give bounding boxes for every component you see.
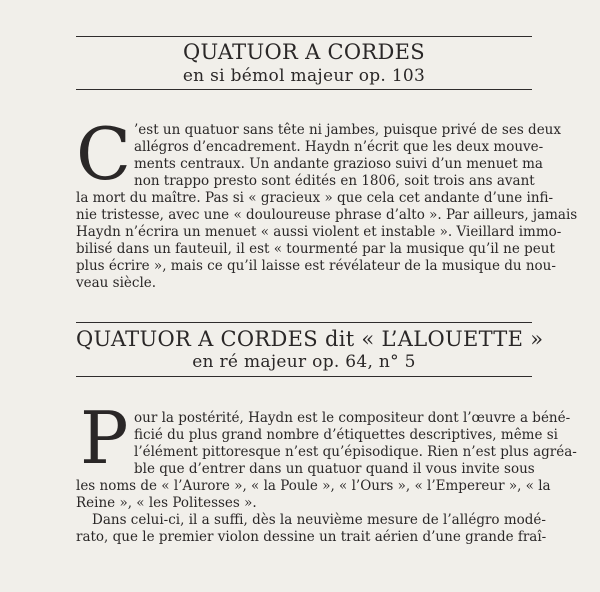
section1-title: QUATUOR A CORDES — [183, 40, 425, 64]
section2-line-4: ble que d’entrer dans un quatuor quand il vous invite sous — [134, 461, 535, 477]
section2-dropcap: P — [80, 396, 129, 480]
section2-line-7: Dans celui-ci, il a suffi, dès la neuvième mesure de l’allégro modé- — [92, 512, 546, 528]
section1-line-2: allégros d’encadrement. Haydn n’écrit que les deux mouve- — [134, 139, 544, 155]
section2-line-6: Reine », « les Politesses ». — [76, 495, 257, 511]
section1-line-9: plus écrire », mais ce qu’il laisse est révélateur de la musique du nou- — [76, 258, 556, 274]
section1-line-7: Haydn n’écrira un menuet « aussi violent et instable ». Vieillard immo- — [76, 224, 562, 240]
section1-line-3: ments centraux. Un andante grazioso suivi d’un menuet ma — [134, 156, 543, 172]
section2-top-rule — [76, 322, 532, 323]
section2-line-3: l’élément pittoresque n’est qu’épisodique. Rien n’est plus agréa- — [134, 444, 577, 460]
section1-dropcap: C — [76, 112, 132, 196]
section2-subtitle: en ré majeur op. 64, n° 5 — [192, 352, 416, 372]
section1-line-6: nie tristesse, avec une « douloureuse phrase d’alto ». Par ailleurs, jamais — [76, 207, 578, 223]
section2-bottom-rule — [76, 376, 532, 377]
section1-line-1: ’est un quatuor sans tête ni jambes, puisque privé de ses deux — [134, 122, 561, 138]
section1-line-8: bilisé dans un fauteuil, il est « tourmenté par la musique qu’il ne peut — [76, 241, 555, 257]
section1-subtitle: en si bémol majeur op. 103 — [182, 66, 426, 86]
section2-line-5: les noms de « l’Aurore », « la Poule », « l’Ours », « l’Empereur », « la — [76, 478, 551, 494]
section2-line-2: ficié du plus grand nombre d’étiquettes descriptives, même si — [134, 427, 559, 443]
section1-line-5: la mort du maître. Pas si « gracieux » que cela cet andante d’une infi- — [76, 190, 554, 206]
section1-bottom-rule — [76, 89, 532, 90]
section1-line-10: veau siècle. — [76, 275, 157, 291]
section1-top-rule — [76, 36, 532, 37]
section2-line-8: rato, que le premier violon dessine un trait aérien d’une grande fraî- — [76, 529, 547, 545]
section2-line-1: our la postérité, Haydn est le compositeur dont l’œuvre a béné- — [134, 410, 571, 426]
section1-line-4: non trappo presto sont édités en 1806, soit trois ans avant — [134, 173, 535, 189]
section2-title: QUATUOR A CORDES dit « L’ALOUETTE » — [76, 327, 544, 351]
